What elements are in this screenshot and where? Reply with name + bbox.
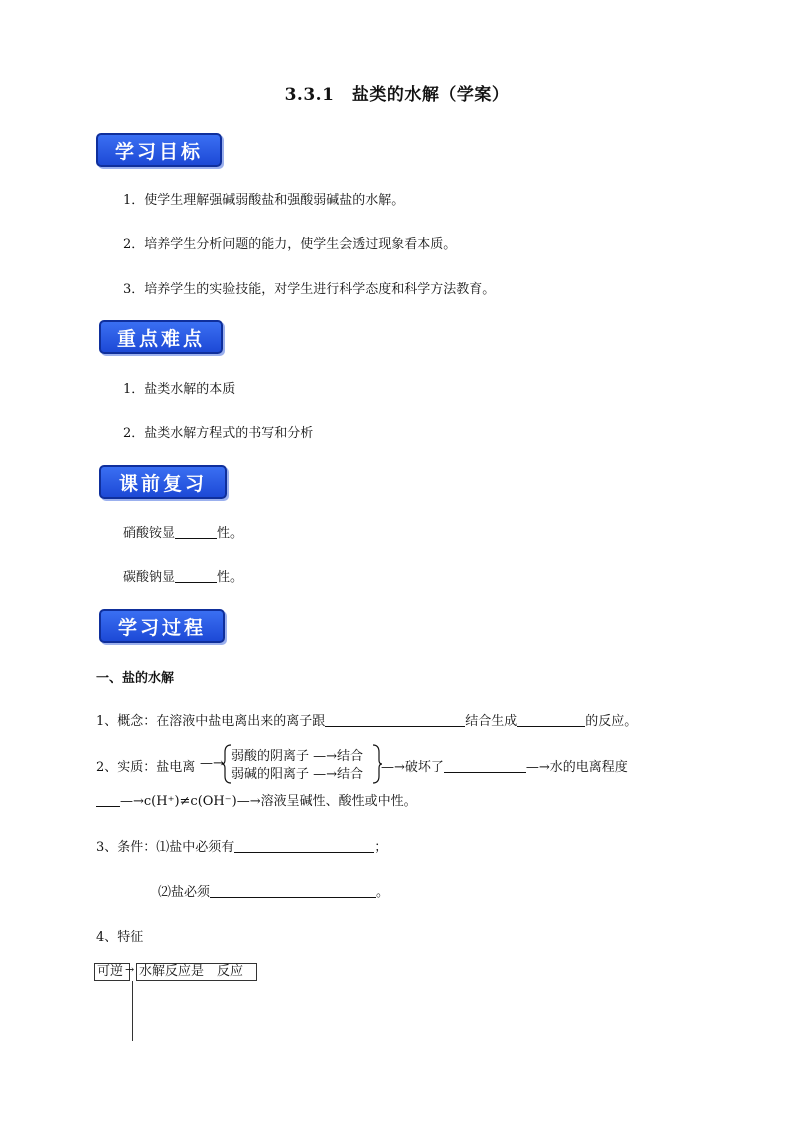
arrow-icon: —→	[200, 756, 224, 771]
fill-blank[interactable]	[175, 568, 217, 583]
keypoint-item-1: 1．盐类水解的本质	[123, 382, 236, 397]
section-badge-process: 学习过程	[99, 609, 225, 643]
essence-upper: 弱酸的阴离子 —→结合	[231, 749, 364, 764]
review-item-2: 碳酸钠显 性。	[123, 570, 244, 585]
section-badge-objectives: 学习目标	[96, 133, 222, 167]
fill-blank[interactable]	[234, 838, 374, 853]
objective-item-1: 1．使学生理解强碱弱酸盐和强酸弱碱盐的水解。	[123, 193, 405, 208]
review-item-1: 硝酸铵显 性。	[123, 526, 244, 541]
page-title: 3.3.1 盐类的水解（学案）	[284, 85, 510, 105]
feature-label: 4、特征	[96, 930, 144, 945]
fill-blank[interactable]	[444, 758, 526, 773]
fill-blank[interactable]	[96, 792, 120, 807]
subsection-heading: 一、盐的水解	[96, 671, 175, 686]
concept-line: 1、概念：在溶液中盐电离出来的离子跟 结合生成 的反应。	[96, 714, 638, 729]
fill-blank[interactable]	[517, 712, 585, 727]
essence-lower: 弱碱的阳离子 —→结合	[231, 767, 364, 782]
section-badge-keypoints: 重点难点	[99, 320, 223, 354]
section-badge-review: 课前复习	[99, 465, 227, 499]
objective-item-2: 2．培养学生分析问题的能力，使学生会透过现象看本质。	[123, 237, 457, 252]
feature-box-reversible: 可逆	[94, 963, 130, 981]
essence-label: 2、实质：盐电离	[96, 760, 196, 775]
fill-blank[interactable]	[210, 883, 376, 898]
condition-line-2: ⑵盐必须 。	[158, 885, 390, 900]
fill-blank[interactable]	[175, 524, 217, 539]
keypoint-item-2: 2．盐类水解方程式的书写和分析	[123, 426, 314, 441]
essence-continuation: —→破坏了 —→水的电离程度	[381, 760, 628, 775]
essence-line-2: —→c(H⁺)≠c(OH⁻)—→溶液呈碱性、酸性或中性。	[96, 790, 417, 809]
fill-blank[interactable]	[325, 712, 465, 727]
connector-line	[132, 981, 133, 1041]
condition-line-1: 3、条件：⑴盐中必须有 ；	[96, 840, 388, 855]
arrow-icon: →	[125, 963, 135, 976]
feature-box-reaction: 水解反应是 反应	[136, 963, 257, 981]
objective-item-3: 3．培养学生的实验技能，对学生进行科学态度和科学方法教育。	[123, 282, 496, 297]
